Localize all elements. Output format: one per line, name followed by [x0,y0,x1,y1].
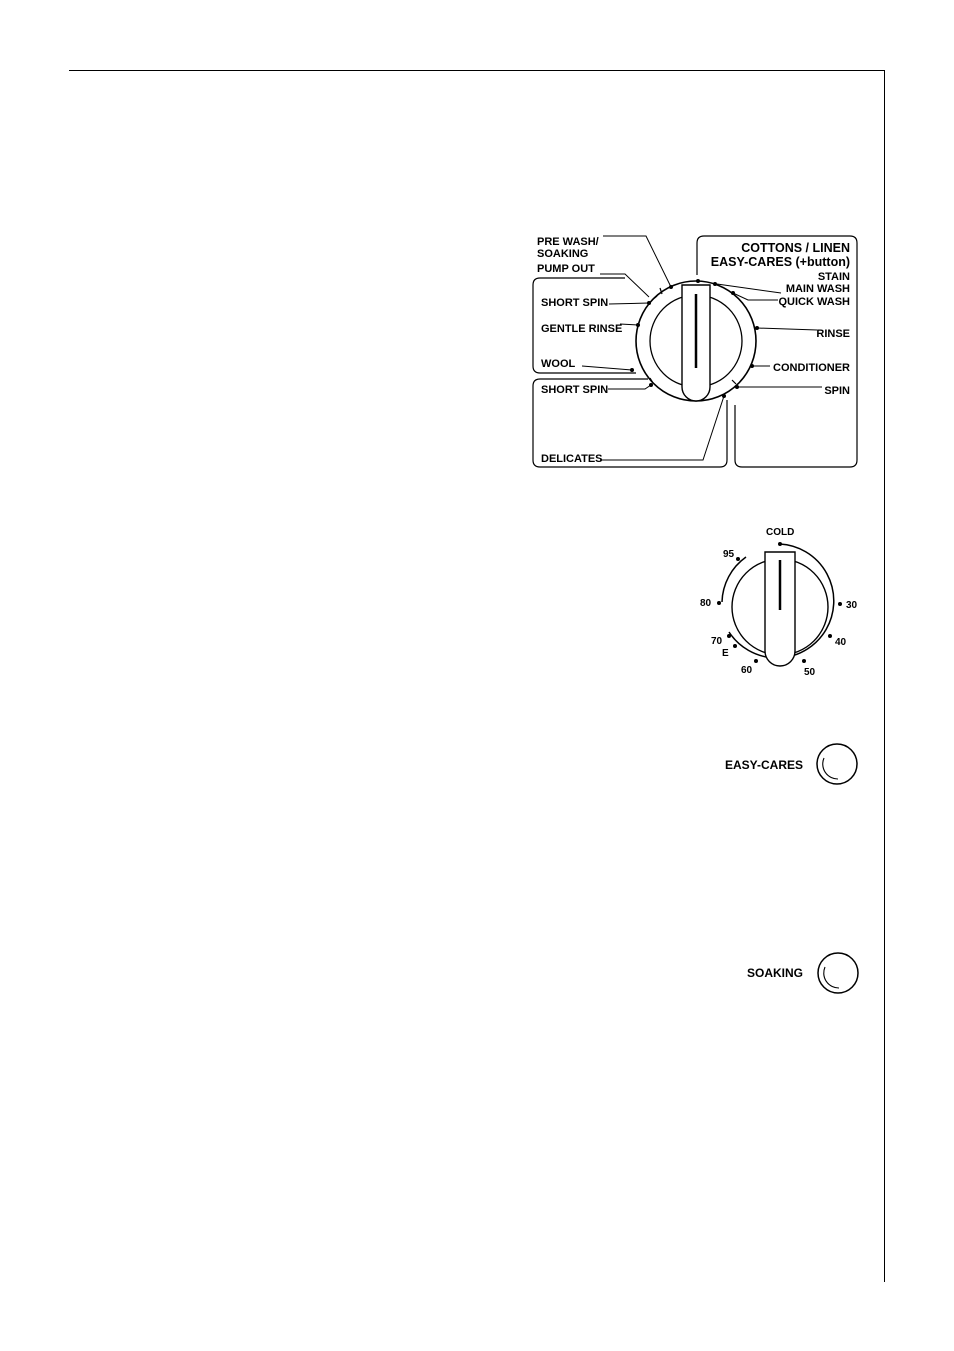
soaking-label: SOAKING [746,966,803,980]
pre-wash-label: PRE WASH/ [537,236,599,248]
program-selector [533,236,857,467]
soaking-button[interactable] [818,953,858,993]
wool-label: WOOL [541,358,576,370]
temp-40-label: 40 [835,637,847,648]
spin-label: SPIN [824,385,850,397]
stain-label: STAIN [817,271,850,283]
easy-cares-control [725,744,857,784]
main-wash-label: MAIN WASH [785,283,850,295]
temp-50-label: 50 [804,667,816,678]
temp-95-label: 95 [723,549,735,560]
soaking-control [747,953,858,993]
quick-wash-label: QUICK WASH [778,296,850,308]
temp-60-label: 60 [741,665,753,676]
temp-80-label: 80 [700,598,712,609]
easy-cares-button[interactable] [817,744,857,784]
temp-cold-label: COLD [766,527,795,538]
rinse-label: RINSE [816,328,850,340]
short-spin-top-label: SHORT SPIN [541,297,609,309]
cottons-linen-label: COTTONS / LINEN [741,241,850,255]
easy-cares-label: EASY-CARES [724,758,803,772]
soaking-dial-label: SOAKING [537,248,589,260]
temperature-selector [700,527,858,678]
temp-70-label: 70 [711,636,723,647]
short-spin-bottom-label: SHORT SPIN [541,384,609,396]
temp-30-label: 30 [846,600,858,611]
delicates-label: DELICATES [541,453,603,465]
temp-e-label: E [722,648,729,659]
easy-cares-button-note-label: EASY-CARES (+button) [710,255,850,269]
conditioner-label: CONDITIONER [773,362,850,374]
pump-out-label: PUMP OUT [537,263,595,275]
gentle-rinse-label: GENTLE RINSE [541,323,623,335]
